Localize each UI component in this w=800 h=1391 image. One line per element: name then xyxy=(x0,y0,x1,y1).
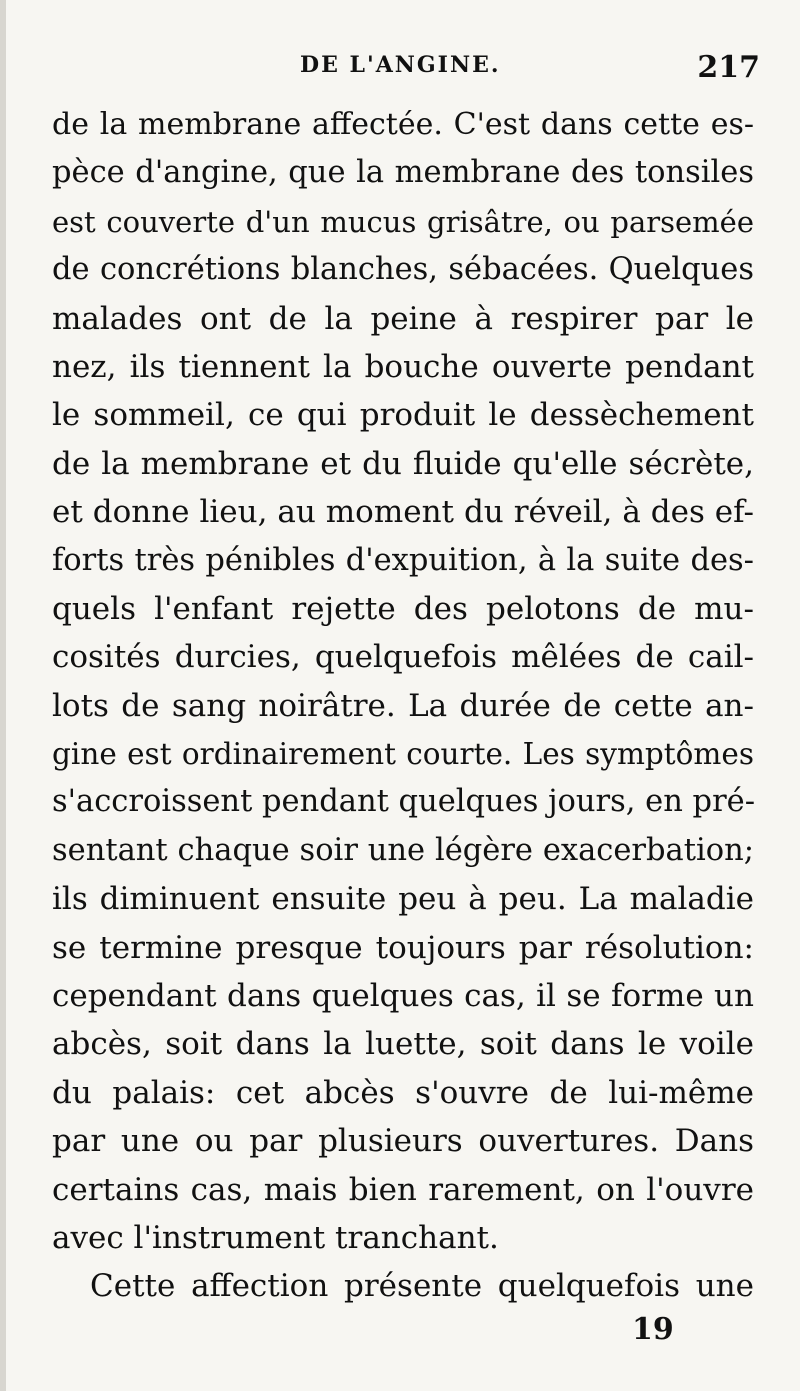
text-line: pèce d'angine, que la membrane des tonsiles xyxy=(52,155,754,191)
text-line: lots de sang noirâtre. La durée de cette an- xyxy=(52,687,754,724)
text-line: du palais: cet abcès s'ouvre de lui-même xyxy=(52,1074,754,1111)
text-line: abcès, soit dans la luette, soit dans le voile xyxy=(52,1026,754,1063)
text-line: gine est ordinairement courte. Les symptômes xyxy=(52,737,754,772)
text-line: par une ou par plusieurs ouvertures. Dans xyxy=(52,1123,754,1160)
text-line: cosités durcies, quelquefois mêlées de cail- xyxy=(52,639,754,676)
paragraph-start-line: Cette affection présente quelquefois une xyxy=(90,1268,754,1305)
text-line: certains cas, mais bien rarement, on l'ouvre xyxy=(52,1171,754,1208)
text-line: est couverte d'un mucus grisâtre, ou parsemée xyxy=(52,204,754,239)
text-line: quels l'enfant rejette des pelotons de mu- xyxy=(52,590,754,627)
text-line: malades ont de la peine à respirer par le xyxy=(52,300,754,337)
body-text xyxy=(52,101,754,1311)
text-line: et donne lieu, au moment du réveil, à des ef- xyxy=(52,494,754,531)
page-header xyxy=(300,50,760,90)
text-line: de la membrane et du fluide qu'elle sécrète, xyxy=(52,445,754,482)
text-line: le sommeil, ce qui produit le dessèchement xyxy=(52,397,754,434)
text-line: forts très pénibles d'expuition, à la suite des- xyxy=(52,542,754,578)
text-line: se termine presque toujours par résolution: xyxy=(52,929,754,966)
paragraph-end-line: avec l'instrument tranchant. xyxy=(52,1219,499,1256)
text-line: de la membrane affectée. C'est dans cette es- xyxy=(52,107,754,142)
signature-mark: 19 xyxy=(632,1312,674,1347)
page-number: 217 xyxy=(697,50,760,85)
running-head: DE L'ANGINE. xyxy=(300,52,501,78)
text-line: cependant dans quelques cas, il se forme un xyxy=(52,978,754,1015)
text-line: de concrétions blanches, sébacées. Quelques xyxy=(52,252,754,288)
text-line: s'accroissent pendant quelques jours, en pré- xyxy=(52,784,756,820)
text-line: ils diminuent ensuite peu à peu. La maladie xyxy=(52,881,754,918)
text-line: sentant chaque soir une légère exacerbation; xyxy=(52,832,754,868)
text-line: nez, ils tiennent la bouche ouverte pendant xyxy=(52,348,754,385)
page-edge-shadow xyxy=(0,0,6,1391)
